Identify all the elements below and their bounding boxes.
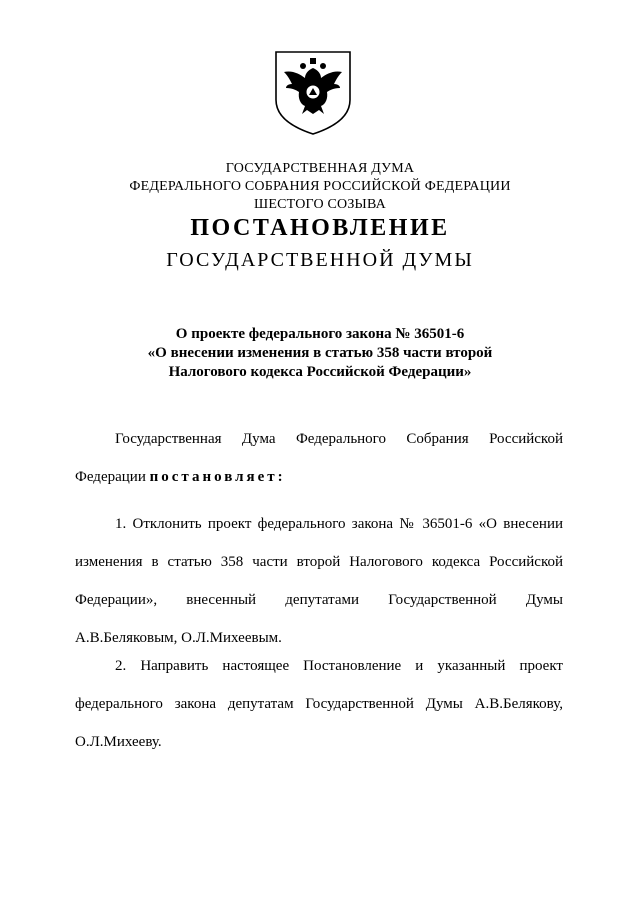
preamble-line-1: Государственная Дума Федерального Собрания Российской: [115, 431, 563, 447]
coat-of-arms-emblem: [272, 48, 354, 138]
preamble-paragraph: [75, 420, 563, 496]
item-1-line-3: Федерации», внесенный депутатами Государственной Думы: [75, 592, 563, 608]
issuing-body: [0, 160, 640, 214]
subject-line-3: Налогового кодекса Российской Федерации»: [168, 364, 472, 380]
item-2-line-3: О.Л.Михееву.: [75, 734, 162, 750]
preamble-line-2-start: Федерации: [75, 469, 146, 485]
item-2-paragraph: [75, 647, 563, 761]
item-1-line-1: 1. Отклонить проект федерального закона № 36501-6 «О внесении: [115, 516, 563, 532]
document-type: ПОСТАНОВЛЕНИЕ: [190, 215, 450, 241]
item-2-line-2: федерального закона депутатам Государственной Думы А.В.Белякову,: [75, 696, 563, 712]
subject-line-2: «О внесении изменения в статью 358 части второй: [147, 345, 493, 361]
item-1-line-4: А.В.Беляковым, О.Л.Михеевым.: [75, 630, 282, 646]
document-subject: [0, 325, 640, 382]
subject-line-1: О проекте федерального закона № 36501-6: [175, 326, 465, 342]
preamble-line-2: [75, 458, 563, 496]
org-line-3: ШЕСТОГО СОЗЫВА: [254, 197, 386, 212]
document-subtype: ГОСУДАРСТВЕННОЙ ДУМЫ: [166, 249, 474, 271]
resolves-word: постановляет:: [149, 469, 286, 485]
org-line-1: ГОСУДАРСТВЕННАЯ ДУМА: [225, 161, 415, 176]
item-1-paragraph: [75, 505, 563, 657]
item-1-line-2: изменения в статью 358 части второй Налогового кодекса Российской: [75, 554, 563, 570]
item-2-line-1: 2. Направить настоящее Постановление и указанный проект: [115, 658, 563, 674]
org-line-2: ФЕДЕРАЛЬНОГО СОБРАНИЯ РОССИЙСКОЙ ФЕДЕРАЦИИ: [129, 179, 511, 194]
